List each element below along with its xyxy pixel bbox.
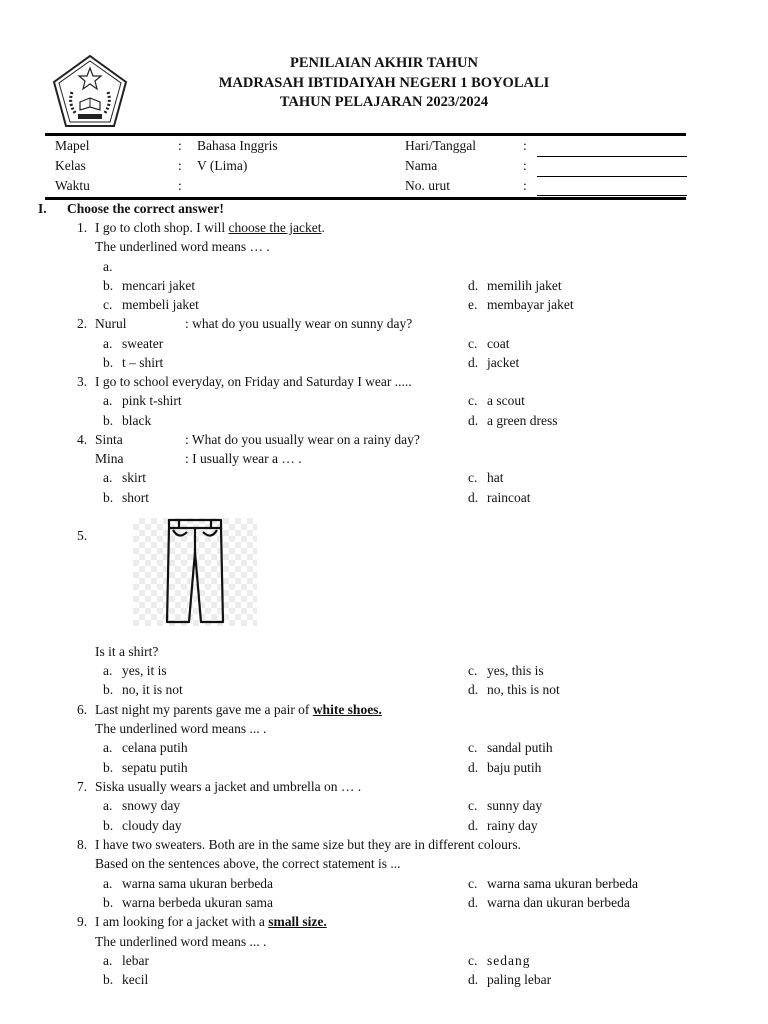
kelas-label: Kelas bbox=[55, 158, 86, 173]
q3-option-b-key: b. bbox=[103, 413, 114, 428]
q9-option-c-key: c. bbox=[468, 953, 478, 968]
q5-option-c-key: c. bbox=[468, 663, 478, 678]
colon: : bbox=[178, 138, 182, 153]
q2-option-a[interactable]: sweater bbox=[122, 336, 164, 351]
q3-option-a[interactable]: pink t-shirt bbox=[122, 393, 182, 408]
nama-field[interactable] bbox=[537, 176, 687, 177]
q4-option-a[interactable]: skirt bbox=[122, 470, 147, 485]
q4-option-c-key: c. bbox=[468, 470, 478, 485]
q4-text-2: : I usually wear a … . bbox=[185, 451, 302, 466]
q8-instruction: Based on the sentences above, the correct statement is ... bbox=[95, 856, 401, 871]
q1-option-e-key: e. bbox=[468, 297, 478, 312]
q8-option-d-key: d. bbox=[468, 895, 479, 910]
q9-option-c[interactable]: sedang bbox=[487, 953, 531, 968]
q2-option-b-key: b. bbox=[103, 355, 114, 370]
q9-option-a[interactable]: lebar bbox=[122, 953, 149, 968]
section-number: I. bbox=[38, 201, 47, 216]
q8-option-a[interactable]: warna sama ukuran berbeda bbox=[122, 876, 274, 891]
q6-option-d[interactable]: baju putih bbox=[487, 760, 542, 775]
q3-text: I go to school everyday, on Friday and Saturday I wear ..... bbox=[95, 374, 412, 389]
q2-number: 2. bbox=[77, 316, 88, 331]
q7-option-a[interactable]: snowy day bbox=[122, 798, 181, 813]
q1-underlined: choose the jacket bbox=[228, 220, 322, 235]
q5-text: Is it a shirt? bbox=[95, 644, 159, 659]
nama-label: Nama bbox=[405, 158, 438, 173]
q6-text: Last night my parents gave me a pair of white shoes. bbox=[95, 702, 382, 717]
q6-option-c-key: c. bbox=[468, 740, 478, 755]
q3-option-a-key: a. bbox=[103, 393, 113, 408]
q6-option-a-key: a. bbox=[103, 740, 113, 755]
q3-option-d[interactable]: a green dress bbox=[487, 413, 558, 428]
q9-option-d-key: d. bbox=[468, 972, 479, 987]
trousers-icon bbox=[133, 518, 257, 626]
q4-speaker-1: Sinta bbox=[95, 432, 123, 447]
q9-option-d[interactable]: paling lebar bbox=[487, 972, 552, 987]
mapel-value: Bahasa Inggris bbox=[197, 138, 278, 153]
q1-option-c[interactable]: membeli jaket bbox=[122, 297, 199, 312]
q2-option-a-key: a. bbox=[103, 336, 113, 351]
q7-option-a-key: a. bbox=[103, 798, 113, 813]
q2-option-c-key: c. bbox=[468, 336, 478, 351]
q3-option-c[interactable]: a scout bbox=[487, 393, 525, 408]
q1-text: I go to cloth shop. I will choose the jacket. bbox=[95, 220, 325, 235]
section-title: Choose the correct answer! bbox=[67, 201, 224, 216]
q1-option-d-key: d. bbox=[468, 278, 479, 293]
q3-option-d-key: d. bbox=[468, 413, 479, 428]
q7-option-b-key: b. bbox=[103, 818, 114, 833]
q7-option-c[interactable]: sunny day bbox=[487, 798, 543, 813]
q8-text: I have two sweaters. Both are in the same size but they are in different colours. bbox=[95, 837, 521, 852]
header-top-rule bbox=[45, 133, 686, 136]
q5-option-b[interactable]: no, it is not bbox=[122, 682, 183, 697]
q8-option-b-key: b. bbox=[103, 895, 114, 910]
q4-option-b-key: b. bbox=[103, 490, 114, 505]
hari-tanggal-label: Hari/Tanggal bbox=[405, 138, 477, 153]
q4-number: 4. bbox=[77, 432, 88, 447]
hari-tanggal-field[interactable] bbox=[537, 156, 687, 157]
q2-option-c[interactable]: coat bbox=[487, 336, 510, 351]
q7-option-b[interactable]: cloudy day bbox=[122, 818, 182, 833]
waktu-label: Waktu bbox=[55, 178, 90, 193]
q6-option-b[interactable]: sepatu putih bbox=[122, 760, 188, 775]
q1-number: 1. bbox=[77, 220, 88, 235]
q1-option-d[interactable]: memilih jaket bbox=[487, 278, 562, 293]
q5-option-a[interactable]: yes, it is bbox=[122, 663, 167, 678]
q1-option-b-key: b. bbox=[103, 278, 114, 293]
colon: : bbox=[178, 178, 182, 193]
q8-option-b[interactable]: warna berbeda ukuran sama bbox=[122, 895, 274, 910]
exam-title: PENILAIAN AKHIR TAHUN bbox=[290, 55, 478, 71]
q9-number: 9. bbox=[77, 914, 88, 929]
q8-option-c-key: c. bbox=[468, 876, 478, 891]
q5-option-a-key: a. bbox=[103, 663, 113, 678]
q8-option-d[interactable]: warna dan ukuran berbeda bbox=[487, 895, 630, 910]
q2-option-d[interactable]: jacket bbox=[487, 355, 520, 370]
q9-option-b[interactable]: kecil bbox=[122, 972, 149, 987]
q9-underlined: small size. bbox=[268, 914, 327, 929]
q5-option-b-key: b. bbox=[103, 682, 114, 697]
q3-option-c-key: c. bbox=[468, 393, 478, 408]
kelas-value: V (Lima) bbox=[197, 158, 248, 173]
q4-text-1: : What do you usually wear on a rainy day? bbox=[185, 432, 420, 447]
q6-option-b-key: b. bbox=[103, 760, 114, 775]
mapel-label: Mapel bbox=[55, 138, 90, 153]
q7-option-c-key: c. bbox=[468, 798, 478, 813]
q4-speaker-2: Mina bbox=[95, 451, 124, 466]
q6-option-d-key: d. bbox=[468, 760, 479, 775]
q2-option-d-key: d. bbox=[468, 355, 479, 370]
colon: : bbox=[523, 138, 527, 153]
school-name: MADRASAH IBTIDAIYAH NEGERI 1 BOYOLALI bbox=[218, 75, 550, 91]
q2-text: : what do you usually wear on sunny day? bbox=[185, 316, 413, 331]
q6-underlined: white shoes. bbox=[312, 702, 382, 717]
q8-option-a-key: a. bbox=[103, 876, 113, 891]
q1-instruction: The underlined word means … . bbox=[95, 239, 270, 254]
q5-option-d-key: d. bbox=[468, 682, 479, 697]
q4-option-b[interactable]: short bbox=[122, 490, 149, 505]
q8-option-c[interactable]: warna sama ukuran berbeda bbox=[487, 876, 639, 891]
q2-option-b[interactable]: t – shirt bbox=[122, 355, 164, 370]
q4-option-d-key: d. bbox=[468, 490, 479, 505]
q5-number: 5. bbox=[77, 528, 88, 543]
q6-option-a[interactable]: celana putih bbox=[122, 740, 188, 755]
q1-option-e[interactable]: membayar jaket bbox=[487, 297, 574, 312]
q3-number: 3. bbox=[77, 374, 88, 389]
q5-option-d[interactable]: no, this is not bbox=[487, 682, 560, 697]
q4-option-d[interactable]: raincoat bbox=[487, 490, 531, 505]
no-urut-field[interactable] bbox=[537, 195, 687, 196]
q3-option-b[interactable]: black bbox=[122, 413, 152, 428]
colon: : bbox=[523, 178, 527, 193]
no-urut-label: No. urut bbox=[405, 178, 450, 193]
q8-number: 8. bbox=[77, 837, 88, 852]
q6-instruction: The underlined word means ... . bbox=[95, 721, 267, 736]
q9-text: I am looking for a jacket with a small size. bbox=[95, 914, 327, 929]
header-bottom-rule bbox=[45, 197, 686, 200]
q2-speaker: Nurul bbox=[95, 316, 127, 331]
q5-option-c[interactable]: yes, this is bbox=[487, 663, 544, 678]
q4-option-c[interactable]: hat bbox=[487, 470, 504, 485]
q9-option-b-key: b. bbox=[103, 972, 114, 987]
q9-option-a-key: a. bbox=[103, 953, 113, 968]
q7-option-d[interactable]: rainy day bbox=[487, 818, 538, 833]
colon: : bbox=[523, 158, 527, 173]
academic-year: TAHUN PELAJARAN 2023/2024 bbox=[279, 94, 489, 110]
q7-text: Siska usually wears a jacket and umbrella on … . bbox=[95, 779, 362, 794]
q7-option-d-key: d. bbox=[468, 818, 479, 833]
q7-number: 7. bbox=[77, 779, 88, 794]
q1-option-c-key: c. bbox=[103, 297, 113, 312]
q4-option-a-key: a. bbox=[103, 470, 113, 485]
colon: : bbox=[178, 158, 182, 173]
q6-option-c[interactable]: sandal putih bbox=[487, 740, 553, 755]
q1-option-b[interactable]: mencari jaket bbox=[122, 278, 196, 293]
q1-option-a-key: a. bbox=[103, 259, 113, 274]
q6-number: 6. bbox=[77, 702, 88, 717]
q9-instruction: The underlined word means ... . bbox=[95, 934, 267, 949]
